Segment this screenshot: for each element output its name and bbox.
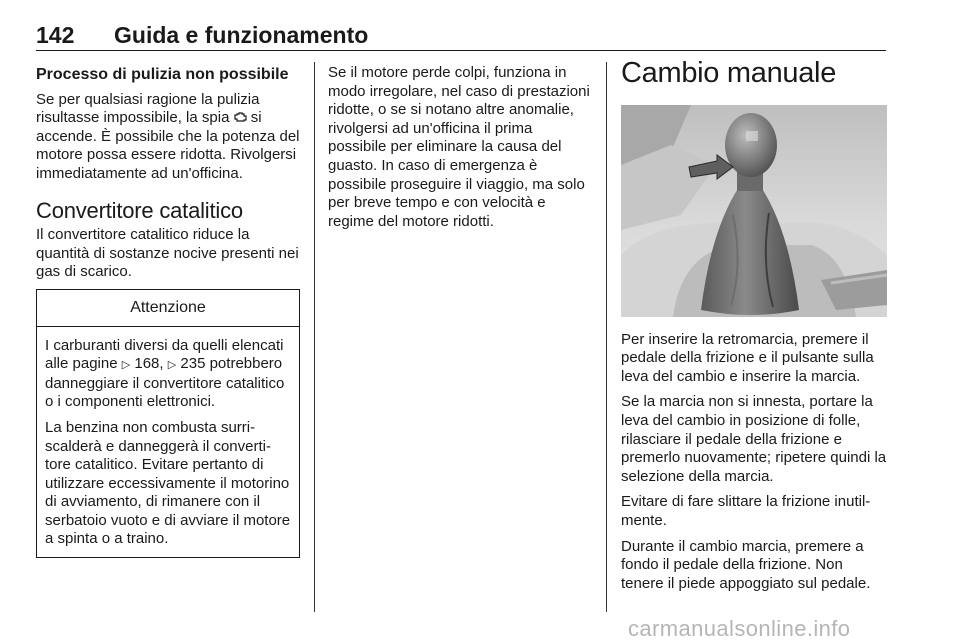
- warning-fuel-text-rest: potrebbero danneggiare il convertitore catalitico o i componenti elettronici.: [45, 355, 285, 411]
- page-ref-triangle-icon: ▷: [121, 359, 131, 372]
- paragraph-cleaning: [36, 91, 300, 184]
- paragraph-gear-not-engaging: Se la marcia non si innesta, portare la leva del cambio in posizione di folle, rilasciare il pedale della frizione e premerlo nuovamente; ripetere quindi la selezione della marcia.: [621, 393, 887, 485]
- running-header: Guida e funzionamento: [114, 22, 369, 48]
- column-middle: [328, 64, 592, 238]
- warning-paragraph-fuel: [45, 337, 291, 412]
- page-number: 142: [36, 22, 75, 48]
- page-ref-triangle-icon: ▷: [167, 359, 177, 372]
- subhead-cleaning: Processo di pulizia non possibile: [36, 66, 289, 83]
- paragraph-misfire: Se il motore perde colpi, funziona in modo irregolare, nel caso di prestazioni ridotte, o se si notano altre anomalie, rivolgersi ad un'officina il prima possibile per eliminare la causa del guasto. In caso di emergenza è possibile proseguire il viaggio, ma solo per breve tempo e con velocità e regime del motore ridotti.: [328, 64, 590, 230]
- warning-box: [36, 289, 300, 558]
- page-ref-separator: ,: [159, 355, 164, 373]
- chapter-title-manual-gearbox: Cambio manuale: [621, 57, 837, 89]
- warning-paragraph-unburnt: La benzina non combusta surriscalderà e danneggerà il convertitore catalitico. Evitare pertanto di utilizzare eccessivamente il motorino di avviamento, di rimanere con il serbatoio vuoto e di avviare il motore a spinta o a traino.: [45, 418, 291, 548]
- warning-fuel-text: I carburanti diversi da quelli elencati alle pagine: [45, 336, 284, 373]
- column-left: [36, 64, 300, 558]
- paragraph-clutch-slip: Evitare di fare slittare la frizione inutilmente.: [621, 493, 871, 529]
- paragraph-reverse-gear: Per inserire la retromarcia, premere il pedale della frizione e il pulsante sulla leva del cambio e inserire la marcia.: [621, 330, 874, 385]
- warning-title: Attenzione: [37, 290, 299, 327]
- column-divider-left: [314, 62, 315, 612]
- column-right: [621, 57, 887, 600]
- section-title-catalytic: Convertitore catalitico: [36, 197, 243, 223]
- paragraph-catalytic: Il convertitore catalitico riduce la quantità di sostanze nocive presenti nei gas di scarico.: [36, 226, 299, 281]
- warning-body: [37, 327, 299, 558]
- page-ref-168[interactable]: 168: [134, 355, 160, 373]
- watermark: carmanualsonline.info: [628, 616, 851, 641]
- column-divider-right: [606, 62, 607, 612]
- paragraph-clutch-pedal: Durante il cambio marcia, premere a fondo il pedale della frizione. Non tenere il piede appoggiato sul pedale.: [621, 537, 871, 592]
- paragraph-cleaning-text-b: si accende. È possibile che la potenza del motore possa essere ridotta. Rivolgersi immediatamente ad un'officina.: [36, 109, 300, 182]
- page-ref-235[interactable]: 235: [180, 355, 206, 373]
- header-rule: [36, 50, 886, 51]
- gear-lever-photo: [621, 105, 887, 317]
- engine-warning-icon: [234, 111, 247, 123]
- paragraph-cleaning-text-a: Se per qualsiasi ragione la pulizia risultasse impossibile, la spia: [36, 90, 260, 127]
